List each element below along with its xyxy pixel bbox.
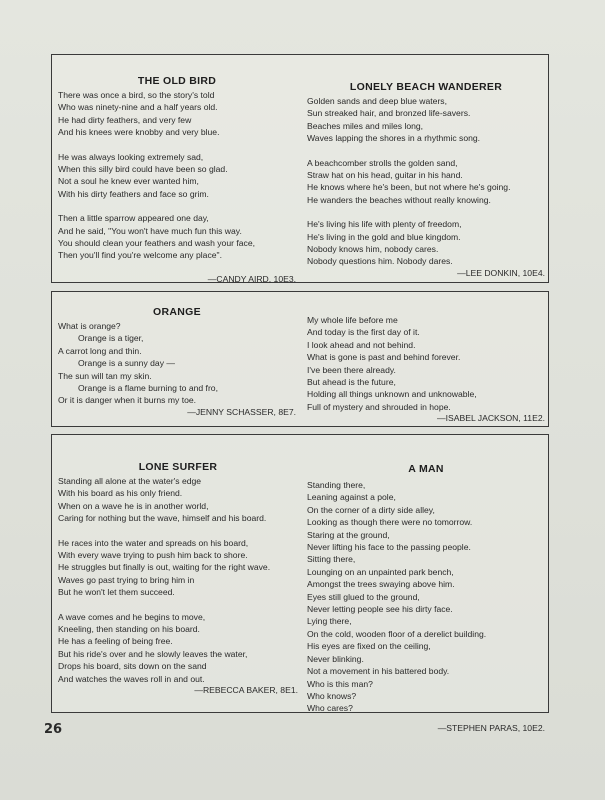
poem-line: Who knows? xyxy=(307,690,357,701)
poem-line: Not a movement in his battered body. xyxy=(307,666,450,677)
poem-line: Holding all things unknown and unknowable, xyxy=(307,389,477,400)
poem-line: There was once a bird, so the story's told xyxy=(58,90,215,100)
poem-body xyxy=(307,314,545,413)
poem-body xyxy=(307,95,545,268)
poem-line: What is orange? xyxy=(58,321,121,331)
poem-line: He's living in the gold and blue kingdom. xyxy=(307,231,461,242)
poem-line: But ahead is the future, xyxy=(307,377,396,388)
poem-lone-surfer xyxy=(58,461,298,695)
poem-line: Lying there, xyxy=(307,616,352,627)
poem-line: Leaning against a pole, xyxy=(307,492,396,503)
poem-line: Eyes still glued to the ground, xyxy=(307,591,420,602)
poem-body xyxy=(58,320,296,407)
poem-title: A MAN xyxy=(408,463,444,475)
poem-line: I've been there already. xyxy=(307,364,396,375)
poem-line: With every wave trying to push him back to shore. xyxy=(58,550,248,561)
poem-line: He's living his life with plenty of freedom, xyxy=(307,219,462,230)
poem-line: Full of mystery and shrouded in hope. xyxy=(307,401,451,412)
poem-line: Who was ninety-nine and a half years old. xyxy=(58,102,218,113)
poem-line: But his ride's over and he slowly leaves the water, xyxy=(58,648,248,659)
poem-line: And today is the first day of it. xyxy=(307,327,420,338)
poem-body xyxy=(58,475,298,685)
poem-line: Staring at the ground, xyxy=(307,529,390,540)
poem-title: LONELY BEACH WANDERER xyxy=(349,81,503,93)
poem-body xyxy=(58,89,296,262)
poem-line: He has a feeling of being free. xyxy=(58,636,173,647)
poem-line: When this silly bird could have been so glad. xyxy=(58,164,228,175)
poem-line: Nobody questions him. Nobody dares. xyxy=(307,256,453,267)
poem-line: And watches the waves roll in and out. xyxy=(58,673,205,684)
poem-line: Sitting there, xyxy=(307,554,356,565)
poem-line: He wanders the beaches without really knowing. xyxy=(307,194,491,205)
poem-author: —STEPHEN PARAS, 10E2. xyxy=(437,722,545,733)
poem-author: —CANDY AIRD, 10E3. xyxy=(207,273,296,284)
poem-box-bottom xyxy=(51,434,549,733)
poem-box-top xyxy=(51,54,549,283)
poem-line: On the corner of a dirty side alley, xyxy=(307,504,435,515)
poem-line: With his dirty feathers and face so grim. xyxy=(58,188,209,199)
poem-line: You should clean your feathers and wash your face, xyxy=(58,238,255,249)
poem-line: Then you'll find you're welcome any place". xyxy=(58,250,222,261)
poem-line: He had dirty feathers, and very few xyxy=(58,114,192,125)
poem-untitled xyxy=(307,314,545,423)
poem-line: And his knees were knobby and very blue. xyxy=(58,127,220,138)
poem-line: Not a soul he knew ever wanted him, xyxy=(58,176,199,187)
poem-line: With his board as his only friend. xyxy=(58,488,183,499)
poem-line: He was always looking extremely sad, xyxy=(58,151,204,162)
poem-line: He races into the water and spreads on his board, xyxy=(58,537,249,548)
poem-line: Sun streaked hair, and bronzed life-savers. xyxy=(307,108,471,119)
poem-line: Never letting people see his dirty face. xyxy=(307,604,453,615)
poem-line: He struggles but finally is out, waiting for the right wave. xyxy=(58,562,271,573)
poem-line: Then a little sparrow appeared one day, xyxy=(58,213,209,224)
poem-line: Lounging on an unpainted park bench, xyxy=(307,566,454,577)
page-number: 26 xyxy=(44,722,63,737)
poem-line: On the cold, wooden floor of a derelict building. xyxy=(307,628,487,639)
poem-author: —LEE DONKIN, 10E4. xyxy=(457,267,545,278)
poem-line: Waves go past trying to bring him in xyxy=(58,574,195,585)
poem-line: The sun will tan my skin. xyxy=(58,370,152,381)
poem-line: He knows where he's been, but not where he's going. xyxy=(307,182,511,193)
poem-lonely-beach-wanderer xyxy=(307,81,545,278)
poem-line: Nobody knows him, nobody cares. xyxy=(307,244,439,255)
poem-line: Standing all alone at the water's edge xyxy=(58,476,202,486)
poem-line: Never lifting his face to the passing people. xyxy=(307,542,471,553)
poem-box-middle xyxy=(51,291,549,427)
poem-line: But he won't let them succeed. xyxy=(58,587,175,598)
poem-orange xyxy=(58,306,296,417)
poem-line: Never blinking. xyxy=(307,653,364,664)
poem-line: I look ahead and not behind. xyxy=(307,339,416,350)
poem-line: Orange is a flame burning to and fro, xyxy=(78,383,218,394)
poem-line: Amongst the trees swaying above him. xyxy=(307,579,455,590)
poem-line: His eyes are fixed on the ceiling, xyxy=(307,641,431,652)
poem-the-old-bird xyxy=(58,75,296,284)
poem-author: —ISABEL JACKSON, 11E2. xyxy=(437,413,545,424)
poem-line: Kneeling, then standing on his board. xyxy=(58,624,200,635)
poem-title: THE OLD BIRD xyxy=(137,75,217,87)
poem-line: What is gone is past and behind forever. xyxy=(307,352,461,363)
poem-a-man xyxy=(307,463,545,733)
poem-title: ORANGE xyxy=(153,306,201,318)
poem-line: Or it is danger when it burns my toe. xyxy=(58,395,197,406)
poem-body xyxy=(307,479,545,715)
poem-line: Who cares? xyxy=(307,703,353,714)
poem-author: —JENNY SCHASSER, 8E7. xyxy=(187,406,296,417)
poem-line: Straw hat on his head, guitar in his hand. xyxy=(307,170,463,181)
poem-line: Looking as though there were no tomorrow. xyxy=(307,517,473,528)
poem-line: Orange is a tiger, xyxy=(78,333,144,344)
poem-line: Waves lapping the shores in a rhythmic song. xyxy=(307,133,481,144)
poem-line: A beachcomber strolls the golden sand, xyxy=(307,157,458,168)
poem-line: And he said, "You won't have much fun this way. xyxy=(58,225,242,236)
poem-line: Standing there, xyxy=(307,480,366,490)
poem-line: Drops his board, sits down on the sand xyxy=(58,661,207,672)
poem-title: LONE SURFER xyxy=(138,461,218,473)
poem-line: When on a wave he is in another world, xyxy=(58,500,209,511)
poem-line: Orange is a sunny day — xyxy=(78,358,175,369)
poem-line: A carrot long and thin. xyxy=(58,345,142,356)
poem-line: Beaches miles and miles long, xyxy=(307,120,424,131)
poem-line: Caring for nothing but the wave, himself and his board. xyxy=(58,513,267,524)
poem-line: My whole life before me xyxy=(307,315,398,325)
poem-line: A wave comes and he begins to move, xyxy=(58,611,206,622)
poem-line: Golden sands and deep blue waters, xyxy=(307,96,447,106)
poem-author: —REBECCA BAKER, 8E1. xyxy=(194,685,298,696)
poem-line: Who is this man? xyxy=(307,678,373,689)
